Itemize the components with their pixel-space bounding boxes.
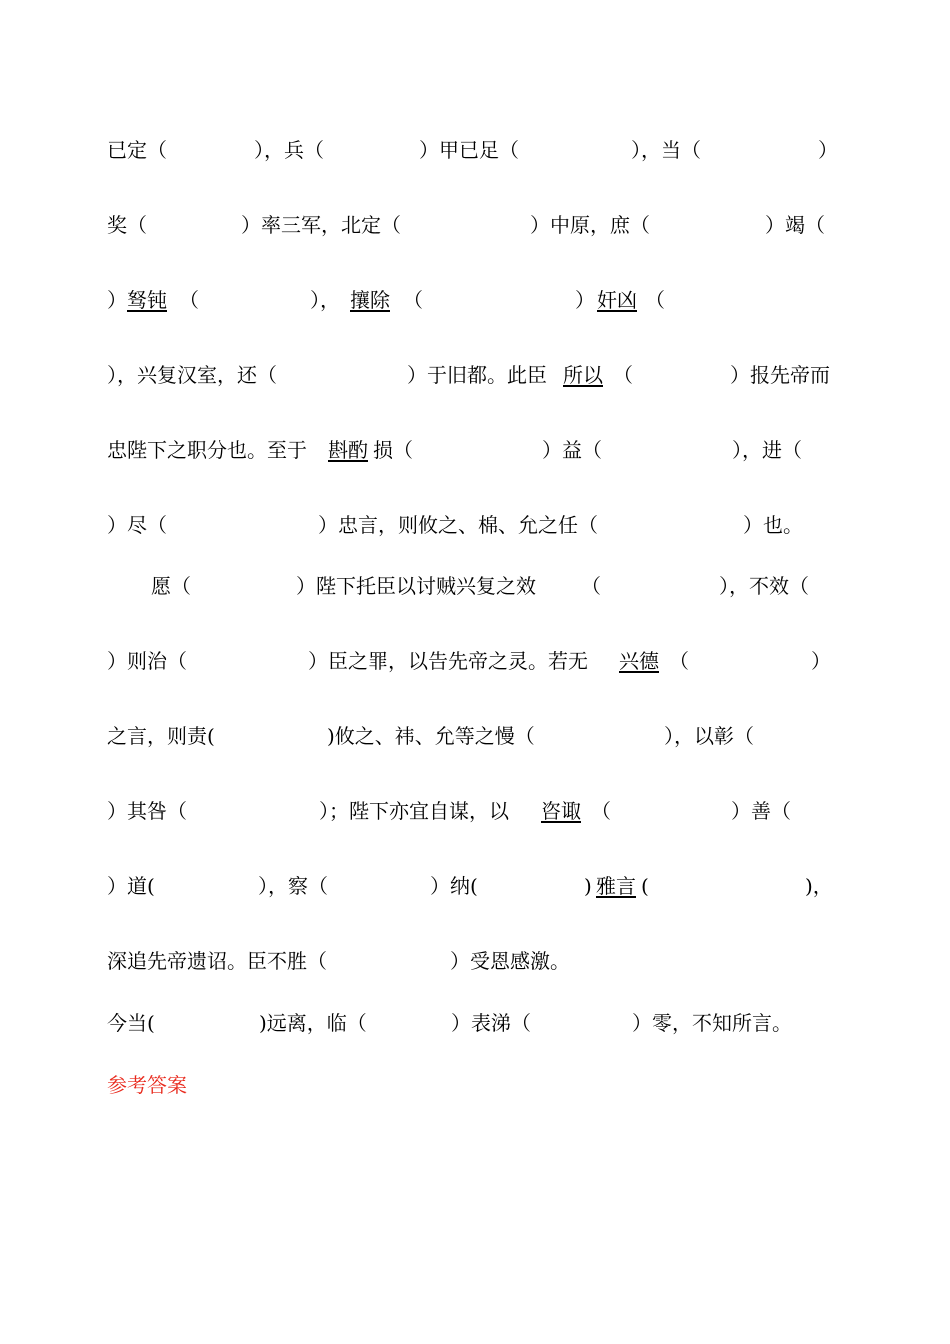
passage-line: [0, 646, 950, 676]
passage-line: [0, 360, 950, 390]
text-segment: （: [403, 288, 423, 312]
underlined-term: 攘除: [350, 288, 390, 312]
text-segment: 深追先帝遗诏。臣不胜（: [107, 949, 327, 973]
text-segment: ），兵（: [254, 138, 324, 162]
text-segment: 忠陛下之职分也。至于: [107, 438, 307, 462]
passage-line: [0, 571, 950, 601]
text-segment: ）: [575, 288, 595, 312]
text-segment: （: [581, 574, 601, 598]
text-segment: (: [641, 874, 649, 898]
text-segment: ），: [310, 288, 340, 312]
text-segment: ）尽（: [107, 513, 167, 537]
underlined-term: 雅言: [596, 874, 636, 898]
text-segment: （: [613, 363, 633, 387]
underlined-term: 兴德: [619, 649, 659, 673]
text-segment: （: [179, 288, 199, 312]
text-segment: ）臣之罪，以告先帝之灵。若无: [308, 649, 588, 673]
text-segment: ），当（: [631, 138, 701, 162]
text-segment: ），以彰（: [664, 724, 754, 748]
text-segment: ）道(: [107, 874, 155, 898]
passage-line: [0, 135, 950, 165]
passage-line: [0, 510, 950, 540]
underlined-term: 驽钝: [127, 288, 167, 312]
text-segment: ），察（: [258, 874, 328, 898]
text-segment: 已定（: [107, 138, 167, 162]
text-segment: 奖（: [107, 213, 147, 237]
passage-line: [0, 721, 950, 751]
text-segment: ）；陛下亦宜自谋，以: [319, 799, 509, 823]
text-segment: （: [591, 799, 611, 823]
text-segment: （: [669, 649, 689, 673]
text-segment: )，: [805, 874, 833, 898]
text-segment: 今当(: [107, 1011, 155, 1035]
text-segment: ）: [818, 138, 838, 162]
passage-line: [0, 946, 950, 976]
text-segment: 损（: [373, 438, 413, 462]
text-segment: ），兴复汉室，还（: [107, 363, 277, 387]
answer-heading-line: [0, 1070, 950, 1100]
text-segment: ）竭（: [765, 213, 825, 237]
text-segment: ）于旧都。此臣: [407, 363, 547, 387]
passage-line: [0, 796, 950, 826]
text-segment: ）报先帝而: [730, 363, 830, 387]
text-segment: ）甲已足（: [419, 138, 519, 162]
text-segment: )攸之、祎、允等之慢（: [327, 724, 535, 748]
text-segment: ）中原，庶（: [530, 213, 650, 237]
text-segment: ）零，不知所言。: [632, 1011, 792, 1035]
underlined-term: 咨诹: [541, 799, 581, 823]
text-segment: ）则治（: [107, 649, 187, 673]
text-segment: （: [645, 288, 665, 312]
answer-heading: 参考答案: [107, 1073, 187, 1097]
passage-line: [0, 285, 950, 315]
text-segment: 愿（: [151, 574, 191, 598]
text-segment: ): [584, 874, 592, 898]
underlined-term: 斟酌: [328, 438, 368, 462]
text-segment: ），进（: [732, 438, 802, 462]
passage-line: [0, 435, 950, 465]
text-segment: ）表涕（: [451, 1011, 531, 1035]
text-segment: ）: [811, 649, 831, 673]
text-segment: ）也。: [743, 513, 803, 537]
text-segment: ）其咎（: [107, 799, 187, 823]
passage-line: [0, 871, 950, 901]
text-segment: ）陛下托臣以讨贼兴复之效: [296, 574, 536, 598]
underlined-term: 奸凶: [597, 288, 637, 312]
text-segment: )远离，临（: [259, 1011, 367, 1035]
text-segment: ），不效（: [719, 574, 809, 598]
text-segment: ）: [107, 288, 127, 312]
text-segment: ）纳(: [430, 874, 478, 898]
text-segment: ）受恩感激。: [450, 949, 570, 973]
text-segment: ）率三军，北定（: [241, 213, 401, 237]
underlined-term: 所以: [563, 363, 603, 387]
passage-line: [0, 1008, 950, 1038]
text-segment: ）忠言，则攸之、棉、允之任（: [318, 513, 598, 537]
passage-line: [0, 210, 950, 240]
text-segment: 之言，则责(: [107, 724, 215, 748]
text-segment: ）益（: [542, 438, 602, 462]
text-segment: ）善（: [731, 799, 791, 823]
